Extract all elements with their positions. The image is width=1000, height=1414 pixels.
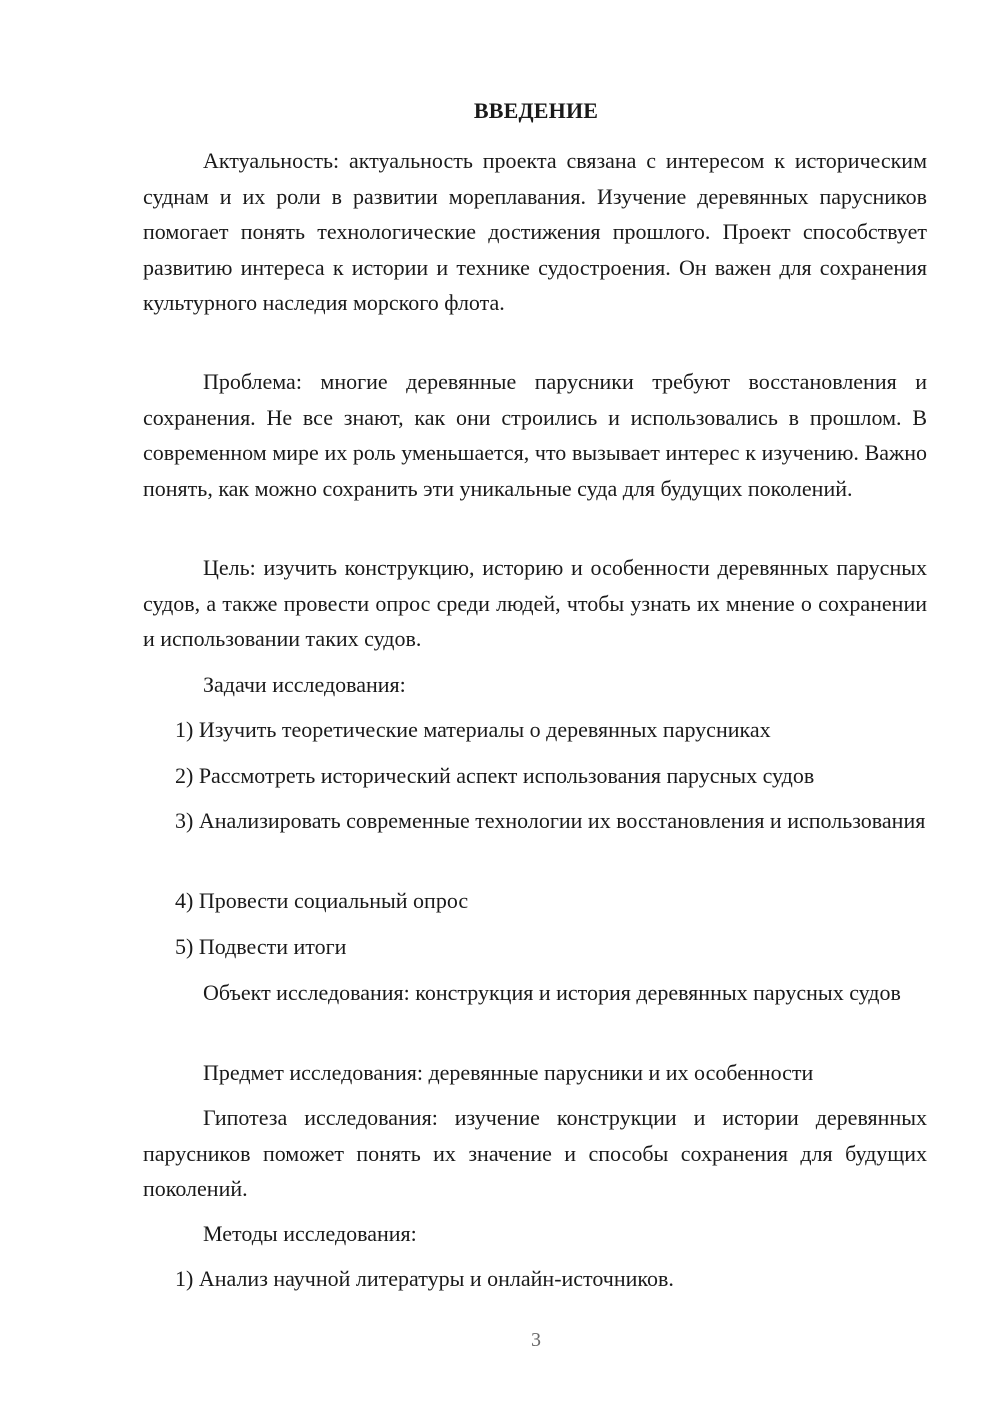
task-item: 2) Рассмотреть исторический аспект использования парусных судов [175, 763, 815, 788]
section-title: ВВЕДЕНИЕ [473, 98, 599, 123]
task-item: 1) Изучить теоретические материалы о деревянных парусниках [175, 717, 771, 742]
page-number: 3 [531, 1329, 541, 1351]
relevance-paragraph: Актуальность: актуальность проекта связана с интересом к историческим суднам и их роли в развитии мореплавания. Изучение деревянных парусников помогает понять технологические достижения прошлого. Проект способствует развитию интереса к истории и технике судостроения. Он важен для сохранения культурного наследия морского флота. [143, 148, 927, 315]
task-item: 4) Провести социальный опрос [175, 888, 469, 913]
methods-heading: Методы исследования: [203, 1221, 417, 1246]
tasks-heading: Задачи исследования: [203, 672, 406, 697]
task-item: 5) Подвести итоги [175, 934, 347, 959]
object-paragraph: Объект исследования: конструкция и история деревянных парусных судов [203, 980, 901, 1005]
subject-paragraph: Предмет исследования: деревянные парусники и их особенности [203, 1060, 814, 1085]
goal-paragraph: Цель: изучить конструкцию, историю и особенности деревянных парусных судов, а также провести опрос среди людей, чтобы узнать их мнение о сохранении и использовании таких судов. [143, 555, 927, 651]
task-item: 3) Анализировать современные технологии их восстановления и использования [175, 808, 926, 833]
hypothesis-paragraph: Гипотеза исследования: изучение конструкции и истории деревянных парусников поможет понять их значение и способы сохранения для будущих поколений. [143, 1105, 927, 1201]
problem-paragraph: Проблема: многие деревянные парусники требуют восстановления и сохранения. Не все знают, как они строились и использовались в прошлом. В современном мире их роль уменьшается, что вызывает интерес к изучению. Важно понять, как можно сохранить эти уникальные суда для будущих поколений. [143, 369, 927, 501]
method-item: 1) Анализ научной литературы и онлайн-источников. [175, 1266, 674, 1291]
